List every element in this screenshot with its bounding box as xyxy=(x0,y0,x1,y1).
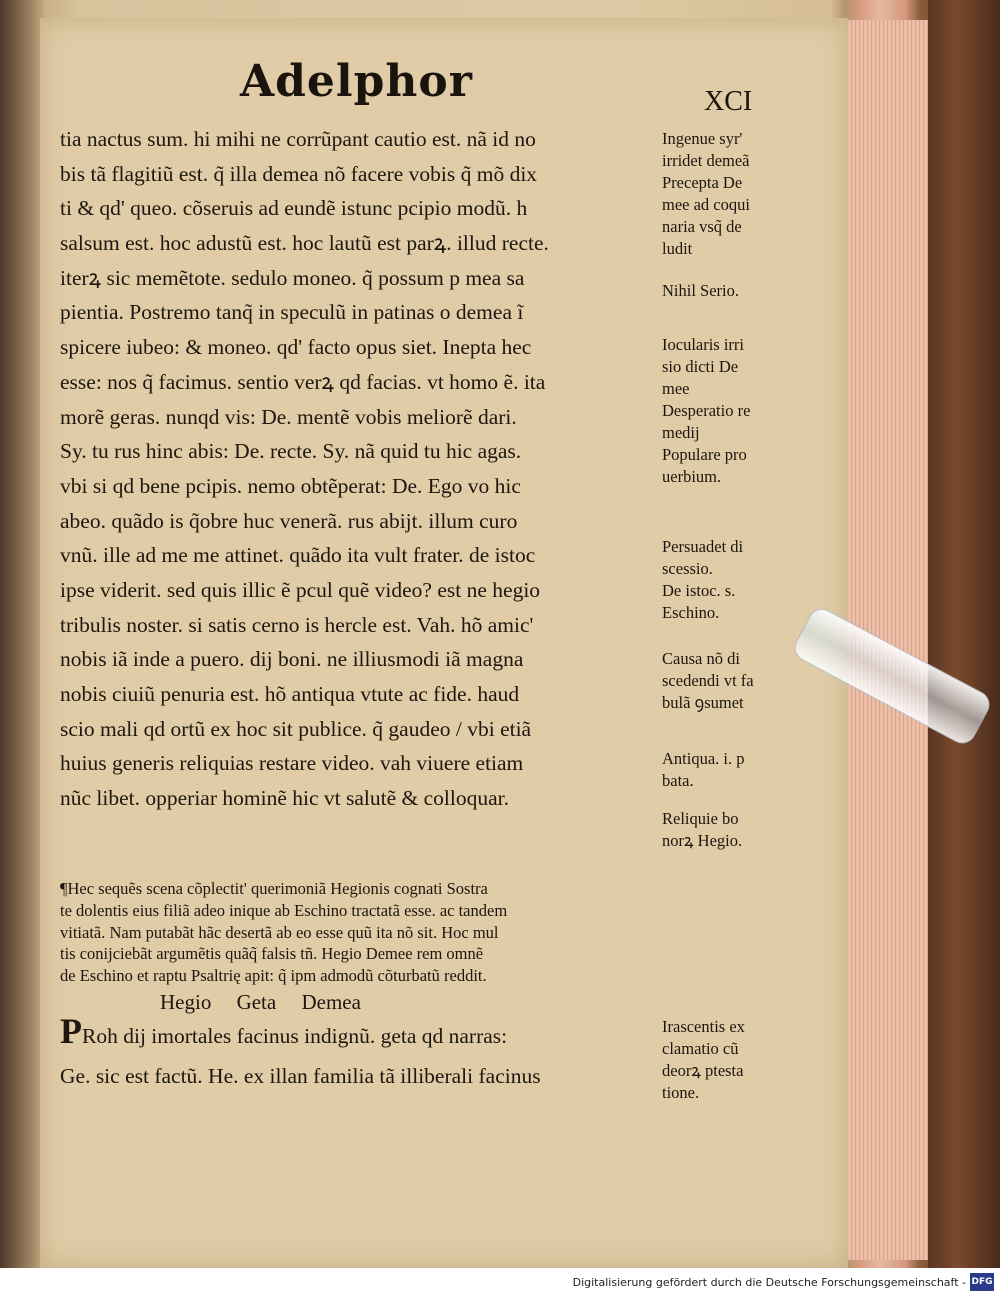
gloss-line: scedendi vt fa xyxy=(662,671,754,690)
text-line: esse: nos q̃ facimus. sentio verꝝ qd facias. vt homo ẽ. ita xyxy=(60,369,546,394)
text-line: iterꝝ sic memẽtote. sedulo moneo. q̃ possum p mea sa xyxy=(60,265,525,290)
gloss-line: Eschino. xyxy=(662,603,720,622)
gloss-line: mee ad coqui xyxy=(662,195,750,214)
marginal-gloss xyxy=(662,748,822,792)
main-text-block xyxy=(60,122,650,816)
marginal-gloss xyxy=(662,128,822,260)
gloss-line: Irascentis ex xyxy=(662,1017,745,1036)
gloss-line: norꝝ Hegio. xyxy=(662,831,743,850)
text-line: nobis iã inde a puero. dij boni. ne illiusmodi iã magna xyxy=(60,647,524,672)
left-page-edge xyxy=(0,0,44,1268)
argument-line: vitiatã. Nam putabãt hãc desertã ab eo esse quũ ita nõ sit. Hoc mul xyxy=(60,922,499,942)
marginal-gloss xyxy=(662,280,822,302)
scene-argument xyxy=(60,878,650,987)
gloss-line: Antiqua. i. p xyxy=(662,749,745,768)
text-line: bis tã flagitiũ est. q̃ illa demea nõ facere vobis q̃ mõ dix xyxy=(60,161,538,186)
gloss-line: Nihil Serio. xyxy=(662,281,739,300)
gloss-line: Ingenue syr' xyxy=(662,129,743,148)
gloss-line: Precepta De xyxy=(662,173,743,192)
gloss-line: medij xyxy=(662,423,700,442)
argument-line: te dolentis eius filiã adeo inique ab Eschino tractatã esse. ac tandem xyxy=(60,900,508,920)
text-line: vbi si qd bene pcipis. nemo obtẽperat: De. Ego vo hic xyxy=(60,473,521,498)
book-cover xyxy=(928,0,1000,1270)
marginal-gloss xyxy=(662,334,822,488)
text-line: scio mali qd ortũ ex hoc sit publice. q̃ gaudeo / vbi etiã xyxy=(60,716,532,741)
argument-line: de Eschino et raptu Psaltrię apit: q̃ ipm admodũ cõturbatũ reddit. xyxy=(60,966,487,986)
gloss-line: irridet demeã xyxy=(662,151,750,170)
marginal-gloss xyxy=(662,1016,822,1104)
text-line: ipse viderit. sed quis illic ẽ pcul quẽ video? est ne hegio xyxy=(60,577,541,602)
gloss-line: uerbium. xyxy=(662,467,722,486)
text-line: vnũ. ille ad me me attinet. quãdo ita vult frater. de istoc xyxy=(60,543,536,568)
text-line: spicere iubeo: & moneo. qd' facto opus siet. Inepta hec xyxy=(60,335,532,360)
dialogue-line-text: Roh dij imortales facinus indignũ. geta qd narras: xyxy=(82,1024,508,1048)
text-line: Sy. tu rus hinc abis: De. recte. Sy. nã quid tu hic agas. xyxy=(60,439,522,464)
dialogue-line xyxy=(60,1016,650,1056)
gloss-line: scessio. xyxy=(662,559,713,578)
gloss-line: Populare pro xyxy=(662,445,747,464)
gloss-line: ludit xyxy=(662,239,693,258)
gloss-line: Iocularis irri xyxy=(662,335,745,354)
gloss-line: naria vsq̃ de xyxy=(662,217,742,236)
text-line: tribulis noster. si satis cerno is hercle est. Vah. hõ amic' xyxy=(60,612,534,637)
argument-line: ¶Hec sequẽs scena cõplectit' querimoniã Hegionis cognati Sostra xyxy=(60,879,488,898)
gloss-line: De istoc. s. xyxy=(662,581,736,600)
funding-credit: Digitalisierung gefördert durch die Deutsche Forschungsgemeinschaft - xyxy=(572,1276,966,1289)
gloss-line: Desperatio re xyxy=(662,401,751,420)
text-line: ti & qd' queo. cõseruis ad eundẽ istunc pcipio modũ. h xyxy=(60,196,528,221)
text-line: salsum est. hoc adustũ est. hoc lautũ est parꝝ. illud recte. xyxy=(60,231,549,256)
gloss-line: Persuadet di xyxy=(662,537,744,556)
gloss-line: Causa nõ di xyxy=(662,649,740,668)
text-line: morẽ geras. nunqd vis: De. mentẽ vobis meliorẽ dari. xyxy=(60,404,517,429)
drop-cap: P xyxy=(60,1016,82,1051)
gloss-line: deorꝝ ptesta xyxy=(662,1061,744,1080)
gloss-line: Reliquie bo xyxy=(662,809,739,828)
gloss-line: mee xyxy=(662,379,690,398)
text-line: abeo. quãdo is q̃obre huc venerã. rus abijt. illum curo xyxy=(60,508,518,533)
dialogue-block xyxy=(60,1016,650,1096)
text-line: pientia. Postremo tanq̃ in speculũ in patinas o demea ĩ xyxy=(60,300,524,325)
dfg-logo: DFG xyxy=(970,1273,994,1291)
gloss-line: bata. xyxy=(662,771,694,790)
marginal-gloss xyxy=(662,536,822,624)
text-line: tia nactus sum. hi mihi ne corrũpant cautio est. nã id no xyxy=(60,127,536,151)
text-line: nobis ciuiũ penuria est. hõ antiqua vtute ac fide. haud xyxy=(60,682,520,706)
dialogue-line: Ge. sic est factũ. He. ex illan familia tã illiberali facinus xyxy=(60,1064,541,1088)
argument-line: tis conijciebãt argumẽtis quãq̃ falsis tñ. Hegio Demee rem omnẽ xyxy=(60,944,484,964)
text-line: huius generis reliquias restare video. vah viuere etiam xyxy=(60,751,524,776)
gloss-line: sio dicti De xyxy=(662,357,739,376)
gloss-line: clamatio cũ xyxy=(662,1039,739,1058)
speaker-list: Hegio Geta Demea xyxy=(160,990,361,1014)
gloss-line: bulã ꝯsumet xyxy=(662,693,744,712)
folio-number: XCI xyxy=(704,86,753,117)
running-title: Adelphor xyxy=(240,56,473,107)
gloss-line: tione. xyxy=(662,1083,700,1102)
text-line: nũc libet. opperiar hominẽ hic vt salutẽ & colloquar. xyxy=(60,786,509,811)
marginal-gloss xyxy=(662,808,822,852)
